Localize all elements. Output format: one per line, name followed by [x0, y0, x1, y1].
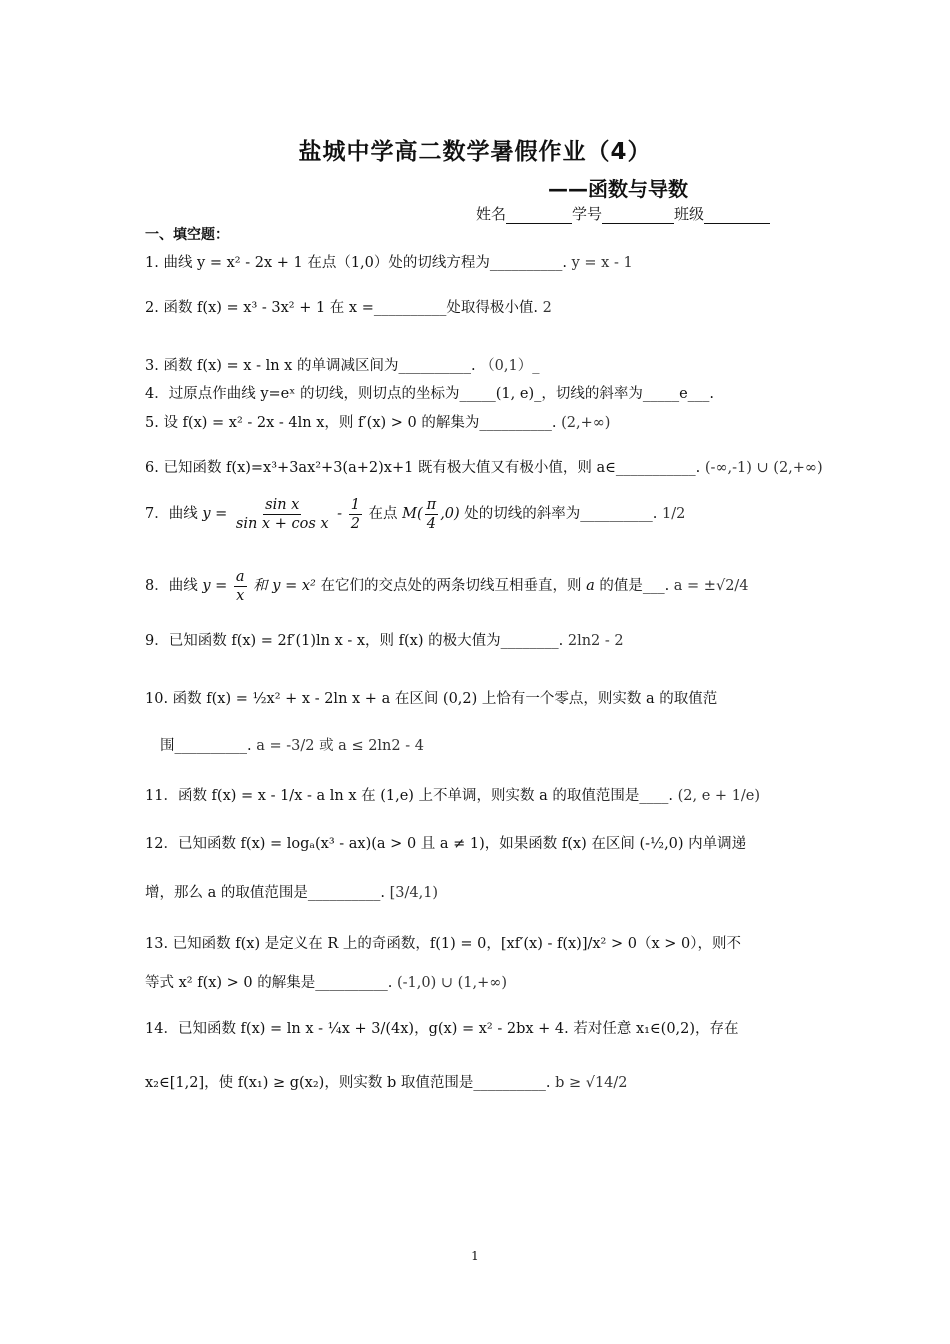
- problem-5-text: 5. 设 f(x) = x² - 2x - 4ln x，则 f′(x) > 0 的解集为__________.: [145, 415, 557, 431]
- student-info-fields: [476, 203, 770, 224]
- problem-9: [145, 630, 624, 652]
- problem-7-point: M( $\frac{\pi}{4}$ ,0): [402, 496, 460, 532]
- problem-9-text: 9．已知函数 f(x) = 2f′(1)ln x - x，则 f(x) 的极大值为________.: [145, 633, 564, 649]
- problem-13-text: 13. 已知函数 f(x) 是定义在 R 上的奇函数，f(1) = 0，[xf′(x) - f(x)]/x² > 0（x > 0），则不: [145, 936, 741, 952]
- name-label: 姓名: [476, 205, 507, 223]
- problem-8-formula: y = $\frac{a}{x}$ 和 y = x²: [202, 568, 316, 604]
- problem-7: [145, 494, 685, 534]
- problem-1: [145, 252, 633, 274]
- problem-13-text-2: 等式 x² f(x) > 0 的解集是__________.: [145, 975, 393, 991]
- problem-14-text: 14．已知函数 f(x) = ln x - ¼x + 3/(4x)，g(x) = x² - 2bx + 4. 若对任意 x₁∈(0,2)，存在: [145, 1021, 739, 1037]
- problem-5-answer: (2,+∞): [561, 415, 611, 431]
- problem-12-line2: [145, 882, 438, 904]
- id-field[interactable]: [602, 208, 674, 224]
- section-title: 一、填空题：: [145, 227, 229, 243]
- class-label: 班级: [674, 205, 705, 223]
- problem-10-line1: [145, 688, 717, 710]
- name-field[interactable]: [506, 208, 572, 224]
- problem-12-text-2: 增，那么 a 的取值范围是__________.: [145, 885, 385, 901]
- problem-4: [145, 383, 714, 405]
- problem-14-text-2: x₂∈[1,2]，使 f(x₁) ≥ g(x₂)，则实数 b 取值范围是__________.: [145, 1075, 551, 1091]
- problem-4-text: 4．过原点作曲线 y=eˣ 的切线，则切点的坐标为_____(1, e)_，切线的斜率为_____e___.: [145, 386, 715, 402]
- problem-11-text: 11．函数 f(x) = x - 1/x - a ln x 在 (1,e) 上不单调，则实数 a 的取值范围是____.: [145, 788, 674, 804]
- problem-2: [145, 297, 552, 319]
- class-field[interactable]: [704, 208, 770, 224]
- fraction: $\frac{1}{2}$: [350, 496, 360, 532]
- problem-12-line1: [145, 833, 746, 855]
- problem-3: [145, 355, 539, 377]
- problem-13-line1: [145, 933, 741, 955]
- problem-8-lead: 8．曲线: [145, 578, 198, 594]
- problem-2-answer: 2: [542, 300, 552, 316]
- problem-3-answer: （0,1）_: [480, 358, 540, 374]
- problem-10-text: 10. 函数 f(x) = ½x² + x - 2ln x + a 在区间 (0,2) 上恰有一个零点，则实数 a 的取值范: [145, 691, 718, 707]
- problem-13-answer: (-1,0) ∪ (1,+∞): [397, 975, 508, 991]
- page-subtitle: ——函数与导数: [548, 177, 688, 201]
- problem-13-line2: [145, 972, 507, 994]
- problem-9-answer: 2ln2 - 2: [567, 633, 624, 649]
- problem-7-formula: y = $\frac{\text{sin x}}{\text{sin x + cos x}}$ - $\frac{1}{2}$: [202, 496, 360, 532]
- problem-12-answer: [3/4,1): [389, 885, 439, 901]
- problem-14-line2: [145, 1072, 628, 1094]
- problem-10-line2: [160, 735, 424, 757]
- problem-8-answer: a = ±√2/4: [673, 578, 749, 594]
- problem-3-text: 3. 函数 f(x) = x - ln x 的单调减区间为__________.: [145, 358, 476, 374]
- problem-6-text: 6. 已知函数 f(x)=x³+3ax²+3(a+2)x+1 既有极大值又有极小值，则 a∈___________.: [145, 460, 701, 476]
- fraction: $\frac{\text{sin x}}{\text{sin x + cos x}}$: [235, 496, 329, 532]
- problem-1-text: 1. 曲线 y = x² - 2x + 1 在点（1,0）处的切线方程为__________.: [145, 255, 567, 271]
- problem-8-tail: 的值是___.: [599, 578, 670, 594]
- problem-14-line1: [145, 1018, 739, 1040]
- problem-11-answer: (2, e + 1/e): [677, 788, 761, 804]
- problem-7-answer: 1/2: [662, 506, 686, 522]
- problem-6: [145, 457, 823, 479]
- problem-8-mid: 在它们的交点处的两条切线互相垂直，则: [320, 578, 582, 594]
- problem-7-lead: 7．曲线: [145, 506, 198, 522]
- problem-1-answer: y = x - 1: [571, 255, 633, 271]
- problem-6-answer: (-∞,-1) ∪ (2,+∞): [704, 460, 823, 476]
- problem-11: [145, 785, 760, 807]
- problem-8: [145, 566, 749, 606]
- problem-7-tail: 处的切线的斜率为__________.: [464, 506, 658, 522]
- page-title: 盐城中学高二数学暑假作业（4）: [298, 139, 652, 165]
- problem-14-answer: b ≥ √14/2: [555, 1075, 628, 1091]
- id-label: 学号: [572, 205, 603, 223]
- problem-5: [145, 412, 610, 434]
- problem-12-text: 12．已知函数 f(x) = logₐ(x³ - ax)(a > 0 且 a ≠ 1)，如果函数 f(x) 在区间 (-½,0) 内单调递: [145, 836, 747, 852]
- problem-8-var: a: [586, 578, 595, 594]
- problem-10-text-2: 围__________.: [160, 738, 252, 754]
- page-number: 1: [471, 1249, 479, 1263]
- problem-7-mid: 在点: [368, 506, 398, 522]
- problem-10-answer: a = -3/2 或 a ≤ 2ln2 - 4: [256, 738, 424, 754]
- problem-2-text: 2. 函数 f(x) = x³ - 3x² + 1 在 x =__________处取得极小值.: [145, 300, 538, 316]
